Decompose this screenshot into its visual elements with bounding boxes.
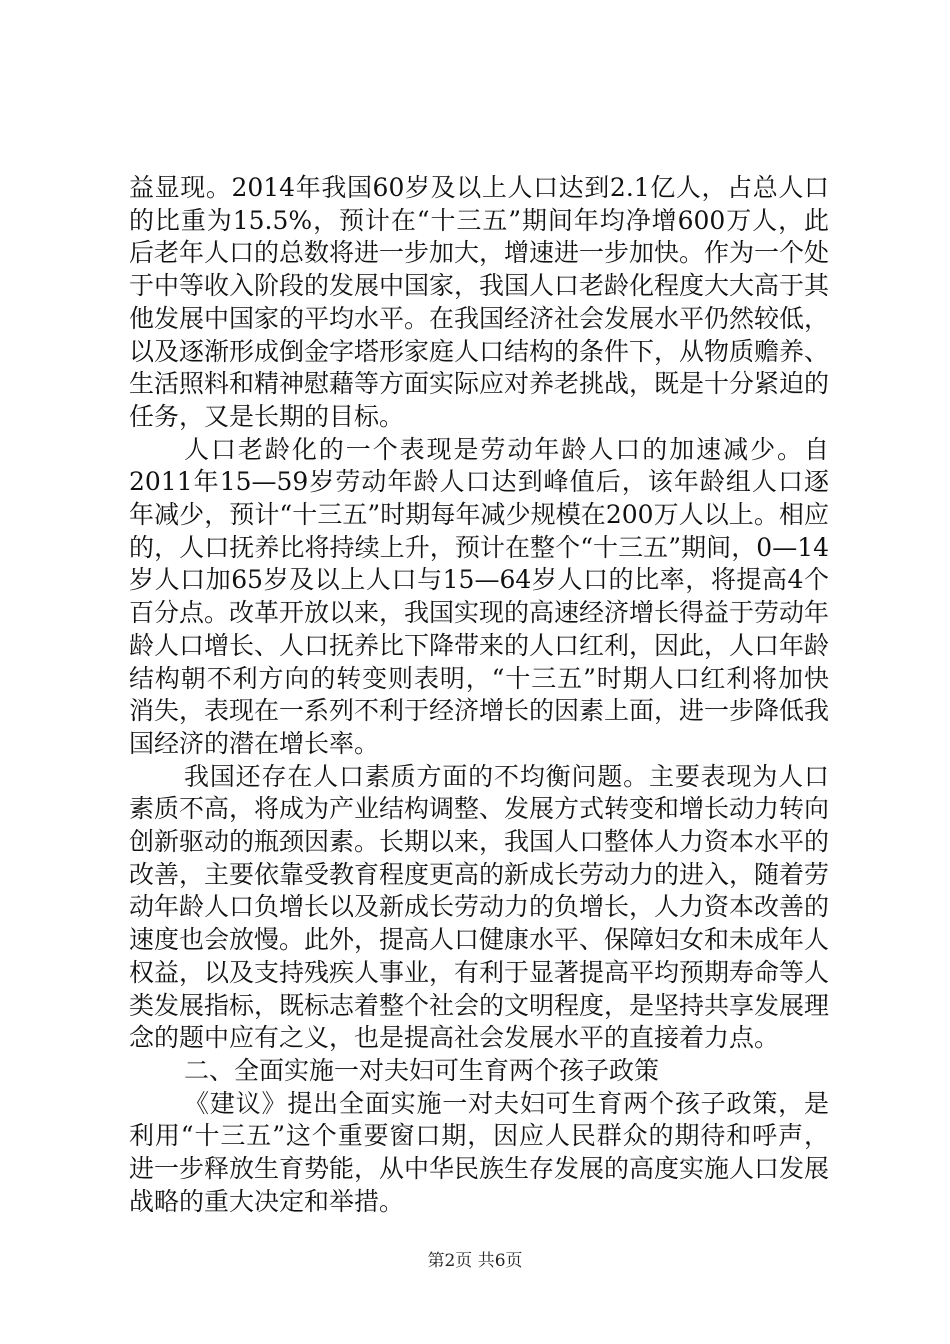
paragraph-aging-continuation: 益显现。2014年我国60岁及以上人口达到2.1亿人，占总人口的比重为15.5%，预计在“十三五”期间年均净增600万人，此后老年人口的总数将进一步加大，增速进一步加快。作为一个处于中等收入阶段的发展中国家，我国人口老龄化程度大大高于其他发展中国家的平均水平。在我国经济社会发展水平仍然较低，以及逐渐形成倒金字塔形家庭人口结构的条件下，从物质赡养、生活照料和精神慰藉等方面实际应对养老挑战，既是十分紧迫的任务，又是长期的目标。 [129, 173, 830, 431]
paragraph-labor-force: 人口老龄化的一个表现是劳动年龄人口的加速减少。自2011年15—59岁劳动年龄人口达到峰值后，该年龄组人口逐年减少，预计“十三五”时期每年减少规模在200万人以上。相应的，人口抚养比将持续上升，预计在整个“十三五”期间，0—14岁人口加65岁及以上人口与15—64岁人口的比率，将提高4个百分点。改革开放以来，我国实现的高速经济增长得益于劳动年龄人口增长、人口抚养比下降带来的人口红利，因此，人口年龄结构朝不利方向的转变则表明，“十三五”时期人口红利将加快消失，表现在一系列不利于经济增长的因素上面，进一步降低我国经济的潜在增长率。 [129, 434, 830, 758]
document-body [129, 172, 829, 1219]
paragraph-population-quality: 我国还存在人口素质方面的不均衡问题。主要表现为人口素质不高，将成为产业结构调整、发展方式转变和增长动力转向创新驱动的瓶颈因素。长期以来，我国人口整体人力资本水平的改善，主要依靠受教育程度更高的新成长劳动力的进入，随着劳动年龄人口负增长以及新成长劳动力的负增长，人力资本改善的速度也会放慢。此外，提高人口健康水平、保障妇女和未成年人权益，以及支持残疾人事业，有利于显著提高平均预期寿命等人类发展指标，既标志着整个社会的文明程度，是坚持共享发展理念的题中应有之义，也是提高社会发展水平的直接着力点。 [129, 761, 830, 1053]
section-heading-two-child-policy: 二、全面实施一对夫妇可生育两个孩子政策 [184, 1055, 660, 1085]
page-number-footer: 第2页 共6页 [427, 1251, 523, 1271]
paragraph-two-child-policy: 《建议》提出全面实施一对夫妇可生育两个孩子政策，是利用“十三五”这个重要窗口期，因应人民群众的期待和呼声，进一步释放生育势能，从中华民族生存发展的高度实施人口发展战略的重大决定和举措。 [129, 1088, 830, 1216]
